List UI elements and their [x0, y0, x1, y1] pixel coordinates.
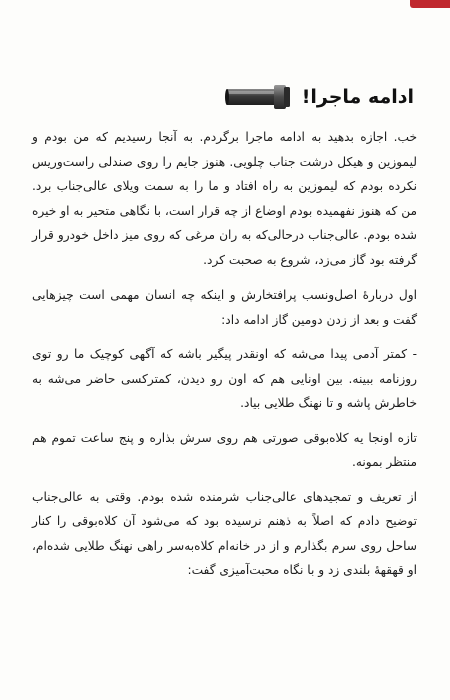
- chapter-title: ادامه ماجرا!: [301, 86, 414, 108]
- chapter-body: [32, 125, 417, 593]
- paragraph: اول دربارهٔ اصل‌ونسب پرافتخارش و اینکه چه انسان مهمی است چیزهایی گفت و بعد از زدن دومین گاز ادامه داد:: [32, 288, 417, 327]
- chapter-header: [224, 80, 414, 114]
- paragraph: خب. اجازه بدهید به ادامه ماجرا برگردم. به آنجا رسیدیم که من بودم و لیموزین و هیکل درشت جناب چلویی. هنوز جایم را روی صندلی راست‌وریس نکرده بودم که لیموزین به راه افتاد و ما را به سمت ویلای عالی‌جناب برد. من که هنوز نفهمیده بودم اوضاع از چه قرار است، با نگاهی متحیر به او خیره شده بودم. عالی‌جناب درحالی‌که به ران مرغی که روی میز داخل خودرو قرار گرفته بود گاز می‌زد، شروع به صحبت کرد.: [32, 130, 417, 267]
- pipe-icon: [224, 80, 292, 114]
- corner-tab: [410, 0, 450, 8]
- paragraph: تازه اونجا یه کلاه‌بوقی صورتی هم روی سرش بذاره و پنج ساعت تموم هم منتظر بمونه.: [32, 430, 417, 469]
- paragraph: - کمتر آدمی پیدا می‌شه که اونقدر پیگیر باشه که آگهی کوچیک ما رو توی روزنامه ببینه. بین اونایی هم که اون رو دیدن، کمترکسی حاضر می‌شه به خاطرش پاشه و تا نهنگ طلایی بیاد.: [32, 347, 417, 410]
- paragraph: از تعریف و تمجیدهای عالی‌جناب شرمنده شده بودم. وقتی به عالی‌جناب توضیح دادم که اصلاً به ذهنم نرسیده بود که می‌شود آن کلاه‌بوقی را کنار ساحل روی سرم بگذارم و از در خانه‌ام کلاه‌به‌سر راهی نهنگ طلایی شده‌ام، او قهقههٔ بلندی زد و با نگاه محبت‌آمیزی گفت:: [32, 489, 417, 577]
